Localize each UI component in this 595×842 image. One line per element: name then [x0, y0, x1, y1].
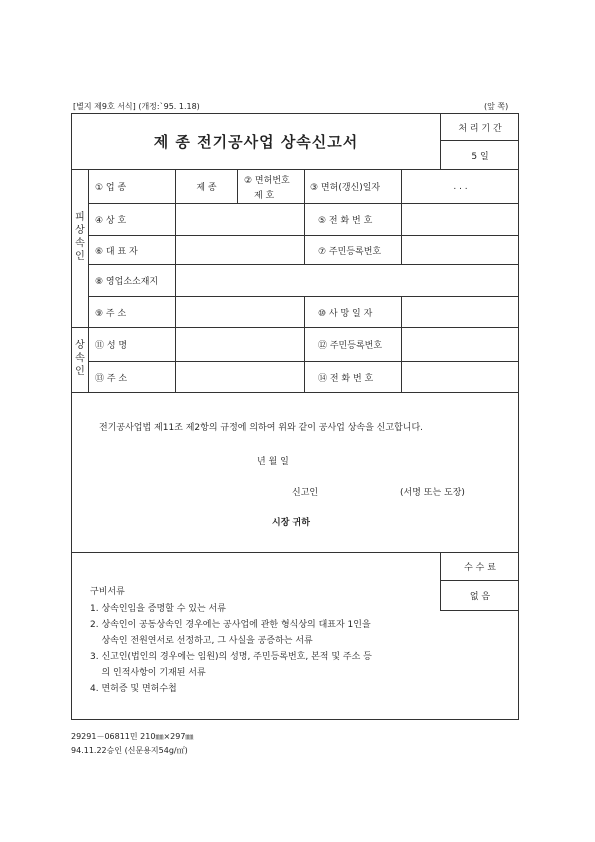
label-representative: ⑥ 대 표 자 [95, 246, 138, 257]
label-license-date: ③ 면허(갱신)일자 [310, 183, 381, 193]
document-item: 2. 상속인이 공동상속인 경우에는 공사업에 관한 형식상의 대표자 1인을 [90, 620, 371, 630]
label-heir-phone: ⑭ 전 화 번 호 [318, 373, 374, 384]
document-item: 4. 면허증 및 면허수첩 [90, 684, 177, 694]
form-reference: [별지 제9호 서식] (개정:`95. 1.18) [73, 102, 200, 111]
document-item: 상속인 전원연서로 선정하고, 그 사실을 공증하는 서류 [90, 636, 313, 646]
reporter-label: 신고인 [292, 488, 319, 498]
label-heir-address: ⑬ 주 소 [95, 373, 128, 384]
label-office-location: ⑧ 영업소소재지 [95, 277, 159, 287]
form-title: 제 종 전기공사업 상속신고서 [153, 133, 359, 151]
license-date-value: . . . [453, 181, 468, 192]
label-resident-no: ⑦ 주민등록번호 [318, 246, 382, 257]
page-side: (앞 쪽) [484, 102, 509, 111]
processing-label: 처 리 기 간 [458, 123, 502, 134]
signature-label: (서명 또는 도장) [400, 488, 465, 498]
declaration-statement: 전기공사업법 제11조 제2항의 규정에 의하여 위와 같이 공사업 상속을 신고합니다. [99, 423, 423, 433]
fee-label: 수 수 료 [464, 563, 496, 573]
business-type-value: 제 종 [196, 183, 217, 193]
label-death-date: ⑩ 사 망 일 자 [318, 308, 373, 319]
documents-heading: 구비서류 [90, 587, 125, 597]
inheritee-side-label: 피 상 속 인 [75, 212, 85, 262]
document-item: 1. 상속인임을 증명할 수 있는 서류 [90, 604, 226, 614]
date-line: 년 월 일 [257, 457, 289, 467]
footer-approval: 94.11.22승인 (신문용지54g/㎡) [71, 746, 188, 755]
label-phone: ⑤ 전 화 번 호 [318, 216, 373, 226]
label-business-type: ① 업 종 [95, 183, 127, 193]
label-license-no: ② 면허번호 [244, 176, 290, 186]
document-item: 의 인적사항이 기재된 서류 [90, 668, 206, 678]
label-address: ⑨ 주 소 [95, 308, 127, 319]
fee-value: 없 음 [469, 592, 491, 602]
license-no-value: 제 호 [254, 191, 275, 201]
processing-value: 5 일 [471, 151, 489, 162]
footer-code: 29291－06811민 210㎜×297㎜ [71, 732, 194, 741]
label-heir-resident-no: ⑫ 주민등록번호 [318, 341, 383, 351]
addressee: 시장 귀하 [272, 518, 310, 528]
document-item: 3. 신고인(법인의 경우에는 임원)의 성명, 주민등록번호, 본적 및 주소 등 [90, 652, 372, 662]
label-trade-name: ④ 상 호 [95, 216, 127, 226]
label-heir-name: ⑪ 성 명 [95, 341, 128, 351]
heir-side-label: 상 속 인 [75, 340, 85, 377]
